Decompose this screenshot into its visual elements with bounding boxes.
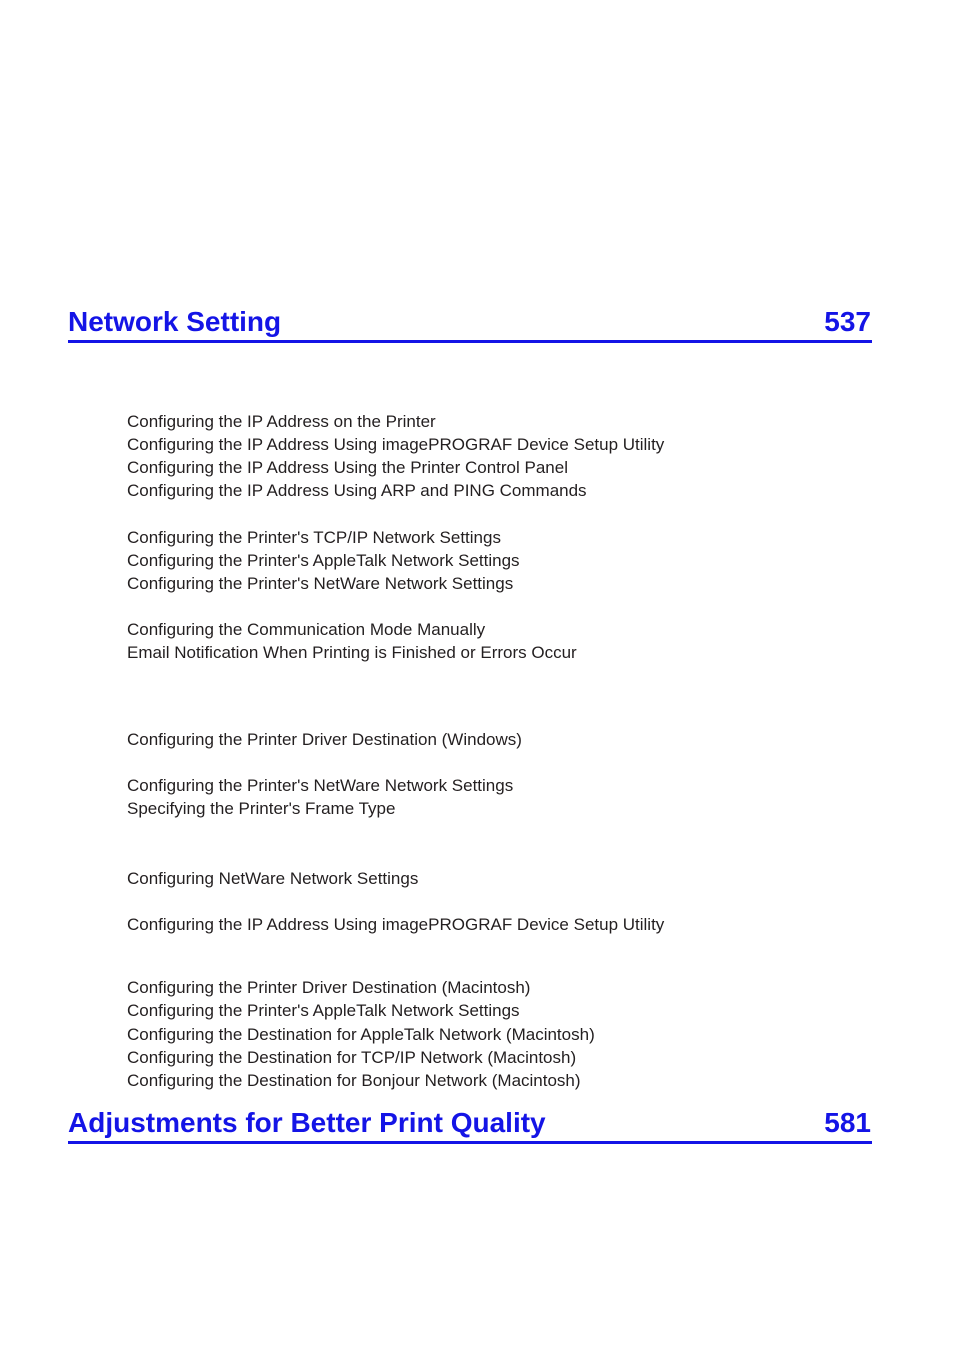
toc-entry[interactable]: Email Notification When Printing is Finished or Errors Occur <box>127 643 577 662</box>
toc-entry[interactable]: Configuring the IP Address Using ARP and PING Commands <box>127 481 587 500</box>
section-page-number[interactable]: 537 <box>824 306 871 337</box>
toc-entry[interactable]: Configuring the Printer's AppleTalk Network Settings <box>127 1001 520 1020</box>
toc-entry[interactable]: Configuring the Printer Driver Destination (Macintosh) <box>127 978 531 997</box>
toc-entry[interactable]: Configuring the IP Address Using imagePROGRAF Device Setup Utility <box>127 915 665 934</box>
toc-entry[interactable]: Configuring the Printer's AppleTalk Network Settings <box>127 551 520 570</box>
toc-entry[interactable]: Configuring the Destination for Bonjour Network (Macintosh) <box>127 1071 581 1090</box>
toc-entry[interactable]: Configuring NetWare Network Settings <box>127 869 419 888</box>
toc-entry[interactable]: Configuring the Printer's TCP/IP Network Settings <box>127 528 501 547</box>
section-page-number[interactable]: 581 <box>824 1107 871 1138</box>
section-title[interactable]: Network Setting <box>68 306 282 337</box>
toc-entry[interactable]: Configuring the Destination for AppleTalk Network (Macintosh) <box>127 1025 595 1044</box>
toc-entry[interactable]: Configuring the Printer's NetWare Network Settings <box>127 776 514 795</box>
toc-entry[interactable]: Configuring the IP Address Using the Printer Control Panel <box>127 458 568 477</box>
toc-entry[interactable]: Configuring the Destination for TCP/IP Network (Macintosh) <box>127 1048 577 1067</box>
toc-entry[interactable]: Configuring the IP Address Using imagePROGRAF Device Setup Utility <box>127 435 665 454</box>
toc-entry[interactable]: Configuring the IP Address on the Printer <box>127 412 436 431</box>
toc-entry[interactable]: Configuring the Printer Driver Destination (Windows) <box>127 730 522 749</box>
toc-entry[interactable]: Configuring the Communication Mode Manually <box>127 620 486 639</box>
section-header-network-setting[interactable] <box>68 305 872 343</box>
section-header-print-quality[interactable] <box>68 1106 872 1144</box>
toc-entry[interactable]: Specifying the Printer's Frame Type <box>127 799 396 818</box>
section-title[interactable]: Adjustments for Better Print Quality <box>68 1107 546 1138</box>
toc-entry[interactable]: Configuring the Printer's NetWare Network Settings <box>127 574 514 593</box>
